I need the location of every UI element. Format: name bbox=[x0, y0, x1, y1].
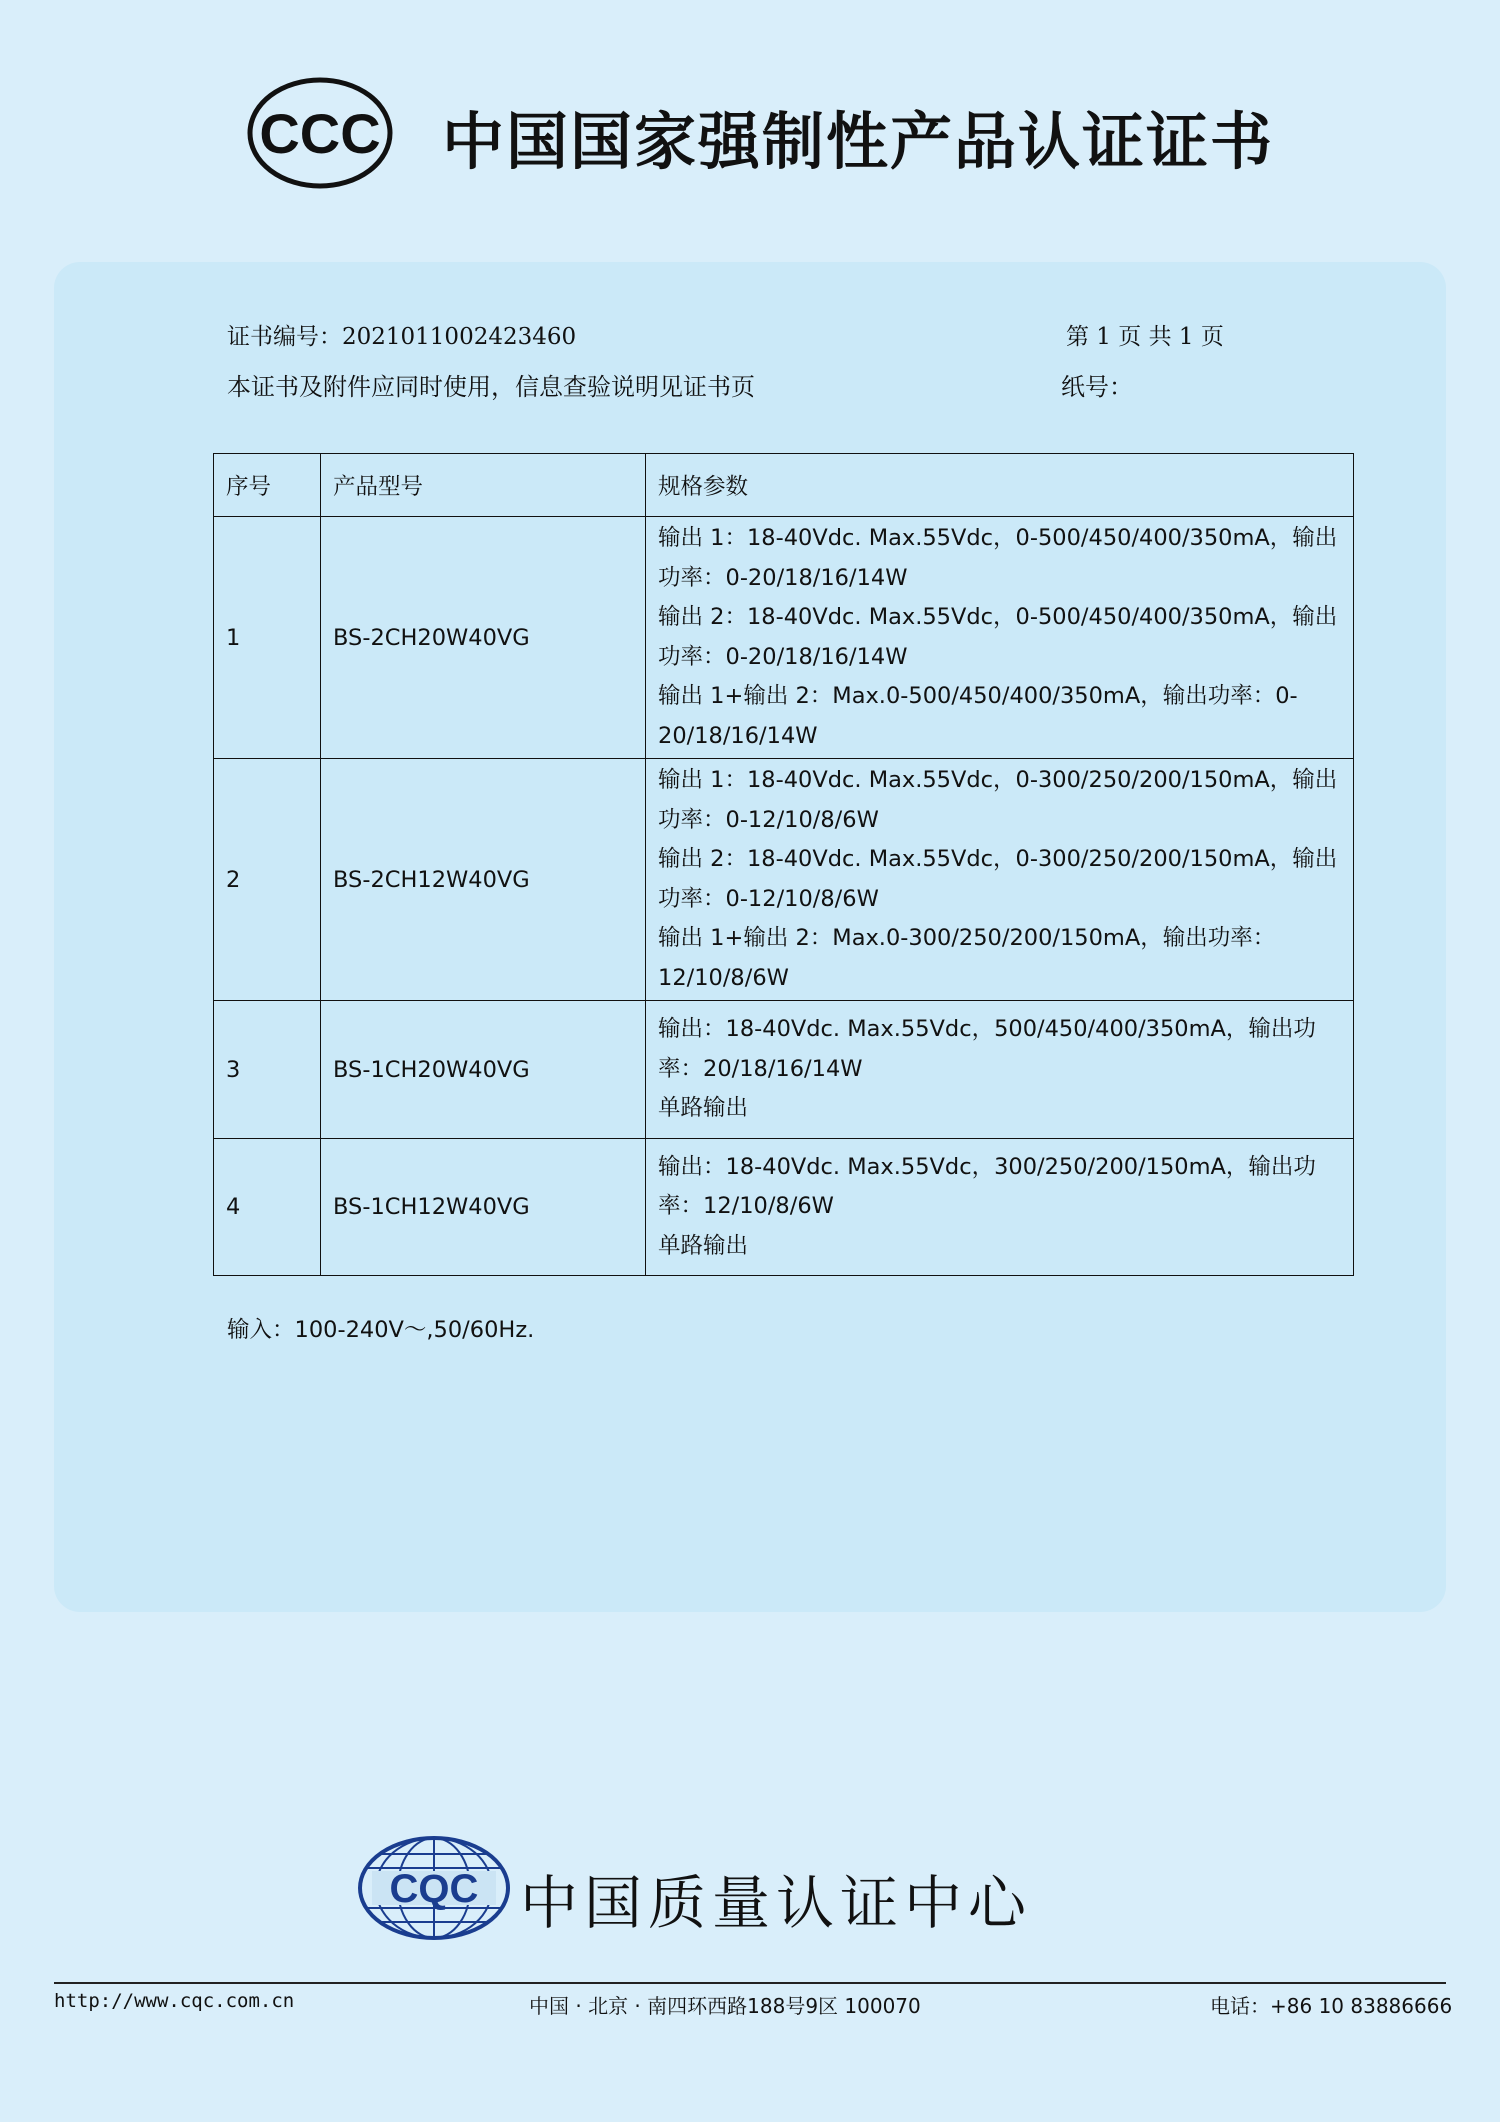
input-rating-note: 输入：100-240V～,50/60Hz. bbox=[227, 1317, 535, 1343]
row-spec: 输出 1：18-40Vdc. Max.55Vdc，0-500/450/400/350mA，输出功率：0-20/18/16/14W 输出 2：18-40Vdc. Max.55Vdc，0-500/450/400/350mA，输出功率：0-20/18/16/14W 输出 1+输出 2：Max.0-500/450/400/350mA，输出功率：0-20/18/16/14W bbox=[646, 517, 1354, 759]
table-row bbox=[214, 759, 1354, 1001]
row-model: BS-2CH20W40VG bbox=[321, 517, 646, 759]
table-row bbox=[214, 517, 1354, 759]
table-row bbox=[214, 1139, 1354, 1276]
certificate-header bbox=[0, 0, 1500, 260]
certificate-number-label: 证书编号： bbox=[227, 324, 342, 350]
certificate-number bbox=[227, 318, 576, 351]
footer-address: 中国 · 北京 · 南四环西路188号9区 100070 bbox=[529, 1994, 921, 2018]
row-serial: 1 bbox=[214, 517, 321, 759]
row-serial: 2 bbox=[214, 759, 321, 1001]
row-serial: 4 bbox=[214, 1139, 321, 1276]
row-serial: 3 bbox=[214, 1001, 321, 1139]
footer-website: http://www.cqc.com.cn bbox=[54, 1990, 295, 2012]
row-model: BS-1CH12W40VG bbox=[321, 1139, 646, 1276]
ccc-logo bbox=[246, 76, 394, 190]
cqc-logo-text: CQC bbox=[389, 1867, 479, 1911]
page-info: 第 1 页 共 1 页 bbox=[1066, 324, 1224, 350]
paper-number-label: 纸号： bbox=[1061, 373, 1133, 401]
footer-phone: 电话：+86 10 83886666 bbox=[1210, 1994, 1453, 2018]
row-model: BS-1CH20W40VG bbox=[321, 1001, 646, 1139]
footer-divider bbox=[54, 1982, 1446, 1984]
product-spec-table bbox=[213, 453, 1354, 1276]
header-model: 产品型号 bbox=[321, 454, 646, 517]
row-spec: 输出：18-40Vdc. Max.55Vdc，300/250/200/150mA，输出功率：12/10/8/6W 单路输出 bbox=[646, 1139, 1354, 1276]
table-row bbox=[214, 1001, 1354, 1139]
certificate-number-value: 2021011002423460 bbox=[342, 324, 577, 350]
ccc-logo-text: CCC bbox=[259, 102, 381, 165]
table-header-row bbox=[214, 454, 1354, 517]
header-serial: 序号 bbox=[214, 454, 321, 517]
row-spec: 输出：18-40Vdc. Max.55Vdc，500/450/400/350mA，输出功率：20/18/16/14W 单路输出 bbox=[646, 1001, 1354, 1139]
cqc-globe-logo bbox=[356, 1834, 512, 1942]
header-spec: 规格参数 bbox=[646, 454, 1354, 517]
row-model: BS-2CH12W40VG bbox=[321, 759, 646, 1001]
organization-name: 中国质量认证中心 bbox=[520, 1869, 1033, 1937]
certificate-title: 中国国家强制性产品认证证书 bbox=[442, 105, 1275, 178]
usage-notice: 本证书及附件应同时使用，信息查验说明见证书页 bbox=[227, 373, 755, 401]
row-spec: 输出 1：18-40Vdc. Max.55Vdc，0-300/250/200/150mA，输出功率：0-12/10/8/6W 输出 2：18-40Vdc. Max.55Vdc，0-300/250/200/150mA，输出功率：0-12/10/8/6W 输出 1+输出 2：Max.0-300/250/200/150mA，输出功率：12/10/8/6W bbox=[646, 759, 1354, 1001]
